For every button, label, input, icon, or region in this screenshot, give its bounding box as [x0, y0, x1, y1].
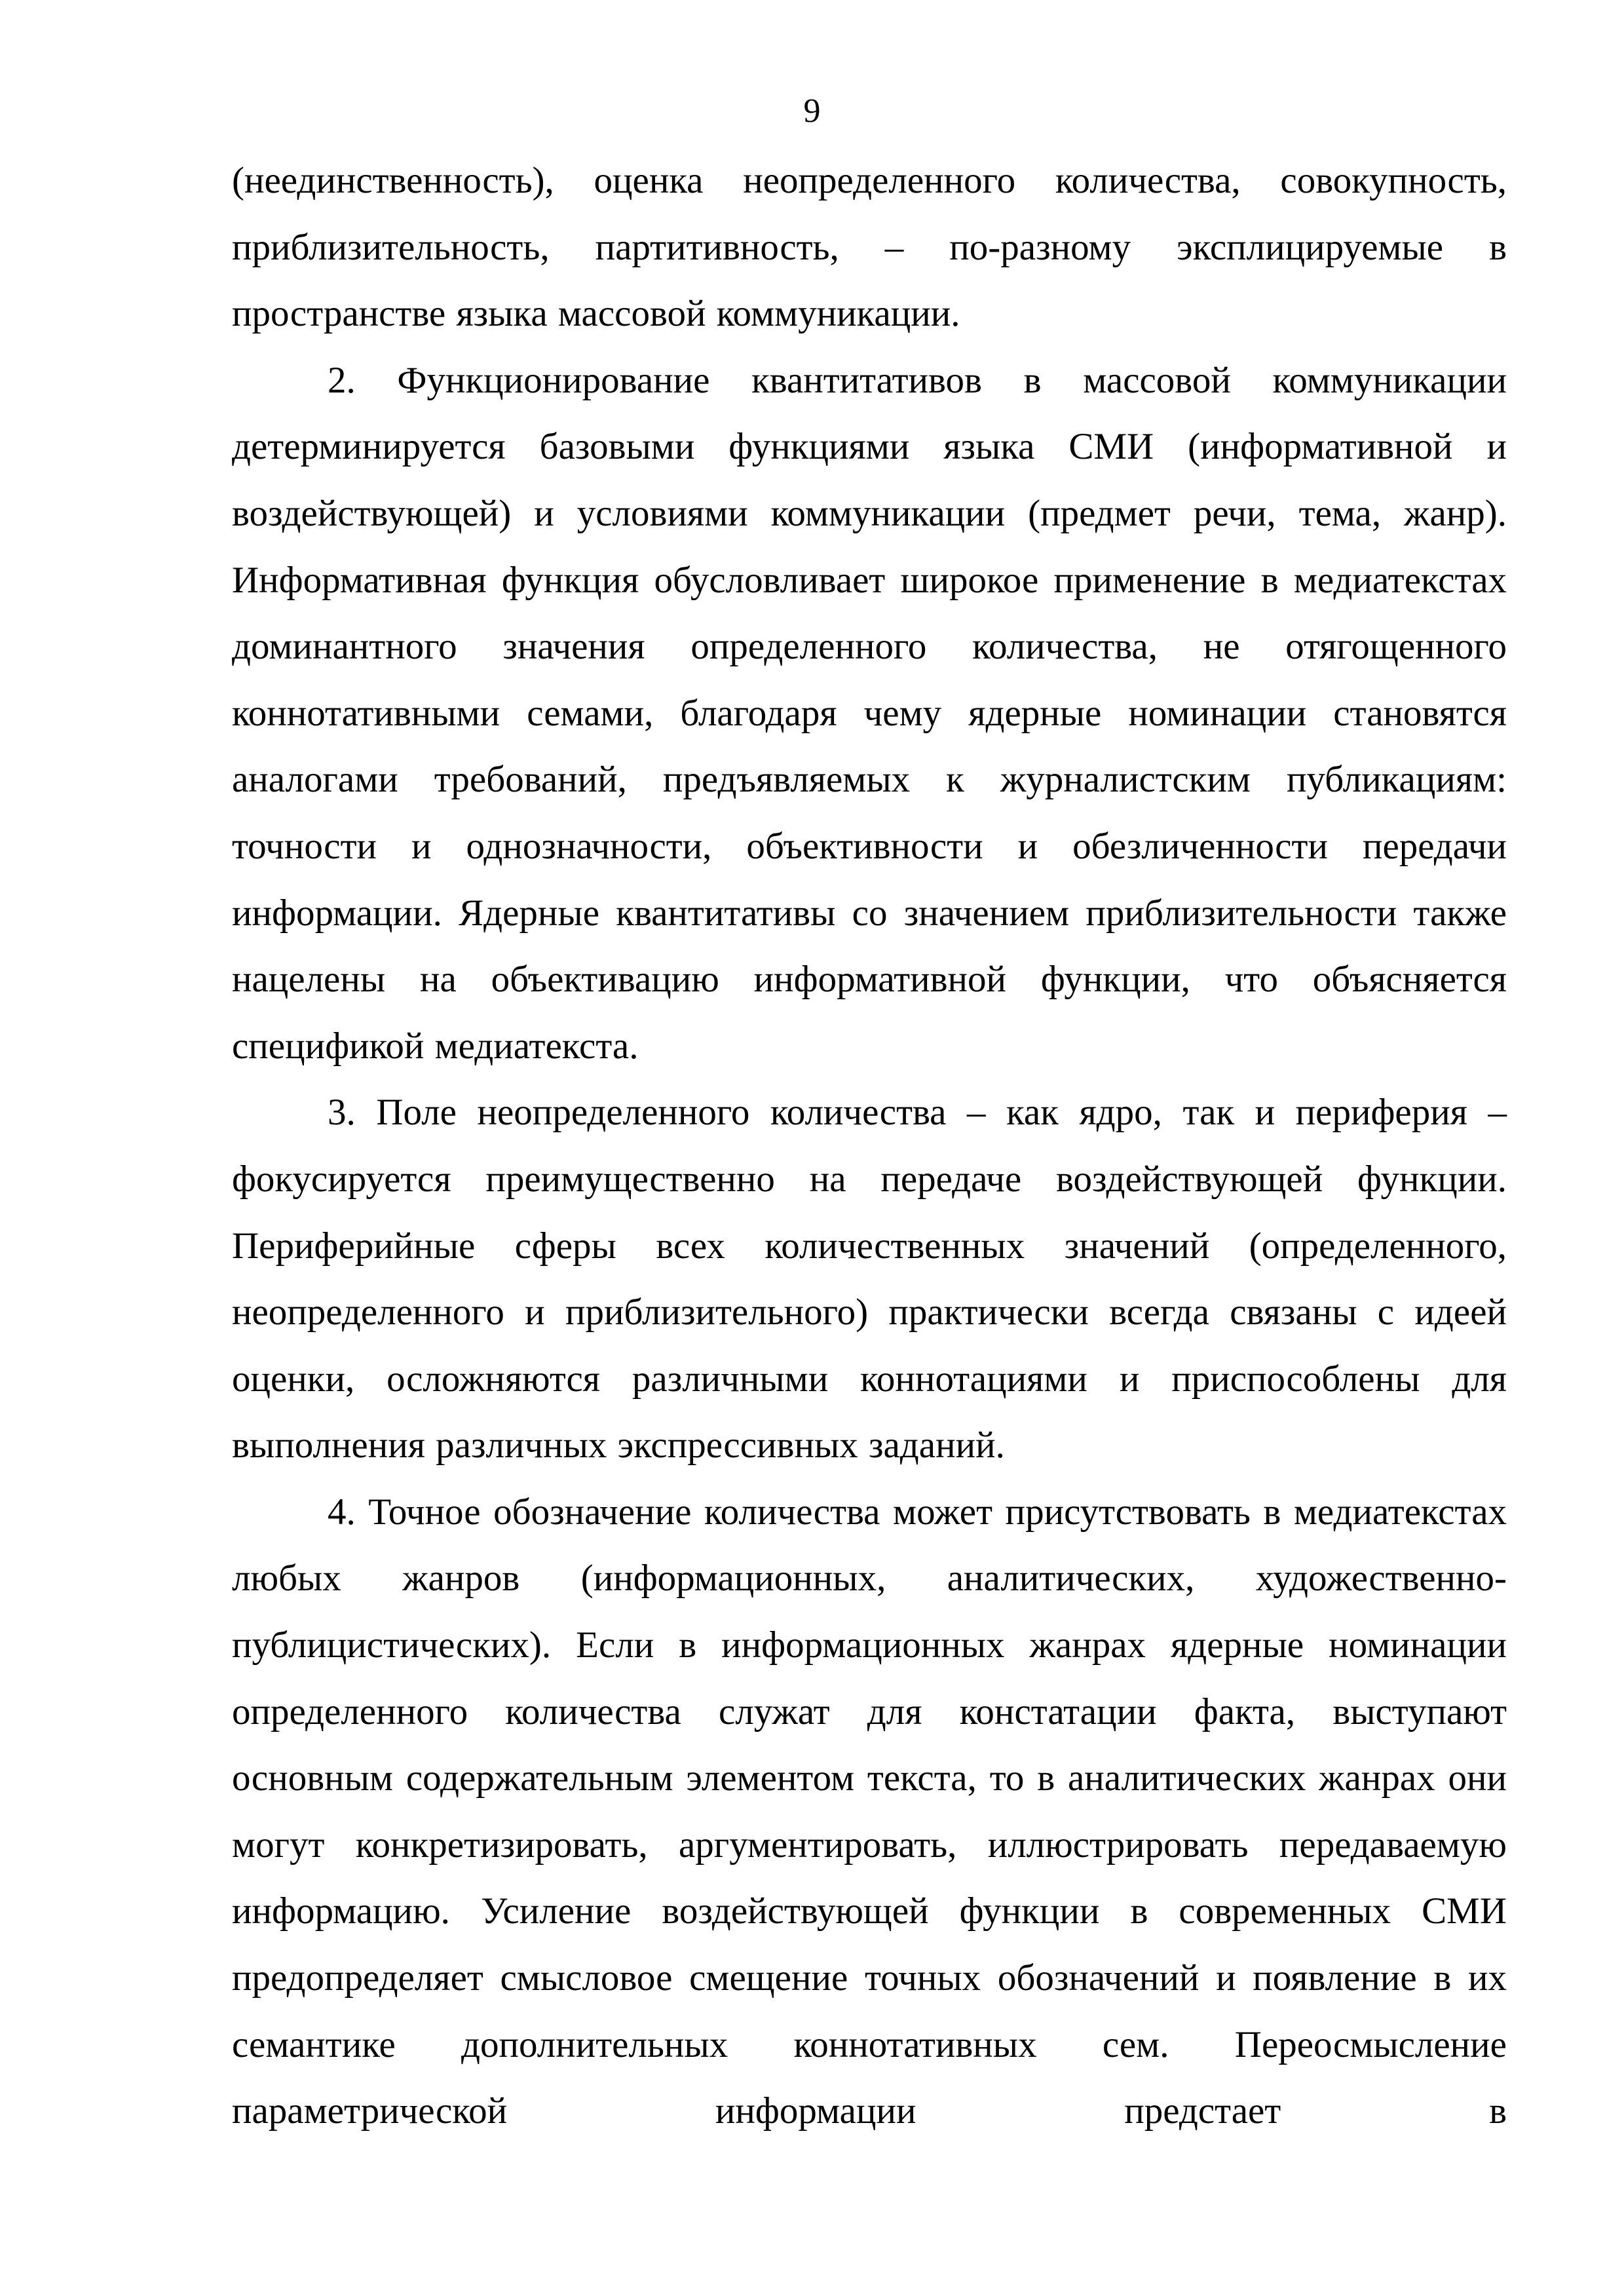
- paragraph-3: 3. Поле неопределенного количества – как ядро, так и периферия – фокусируется преимущественно на передаче воздействующей функции. Периферийные сферы всех количественных значений (определенного, неопределенного и приблизительного) практически всегда связаны с идеей оценки, осложняются различными коннотациями и приспособлены для выполнения различных экспрессивных заданий.: [232, 1092, 1507, 1466]
- paragraph-2: 2. Функционирование квантитативов в массовой коммуникации детерминируется базовыми функциями языка СМИ (информативной и воздействующей) и условиями коммуникации (предмет речи, тема, жанр). Информативная функция обусловливает широкое применение в медиатекстах доминантного значения определенного количества, не отягощенного коннотативными семами, благодаря чему ядерные номинации становятся аналогами требований, предъявляемых к журналистским публикациям: точности и однозначности, объективности и обезличенности передачи информации. Ядерные квантитативы со значением приблизительности также нацелены на объективацию информативной функции, что объясняется спецификой медиатекста.: [232, 359, 1507, 1067]
- page-number: 9: [803, 92, 821, 130]
- paragraph-4: 4. Точное обозначение количества может присутствовать в медиатекстах любых жанров (информационных, аналитических, художественно-публицистических). Если в информационных жанрах ядерные номинации определенного количества служат для констатации факта, выступают основным содержательным элементом текста, то в аналитических жанрах они могут конкретизировать, аргументировать, иллюстрировать передаваемую информацию. Усиление воздействующей функции в современных СМИ предопределяет смысловое смещение точных обозначений и появление в их семантике дополнительных коннотативных сем. Переосмысление параметрической информации предстает в: [232, 1491, 1507, 2132]
- paragraph-1: (неединственность), оценка неопределенного количества, совокупность, приблизительность, партитивность, – по-разному эксплицируемые в пространстве языка массовой коммуникации.: [232, 160, 1507, 335]
- body-text: [232, 147, 1507, 2145]
